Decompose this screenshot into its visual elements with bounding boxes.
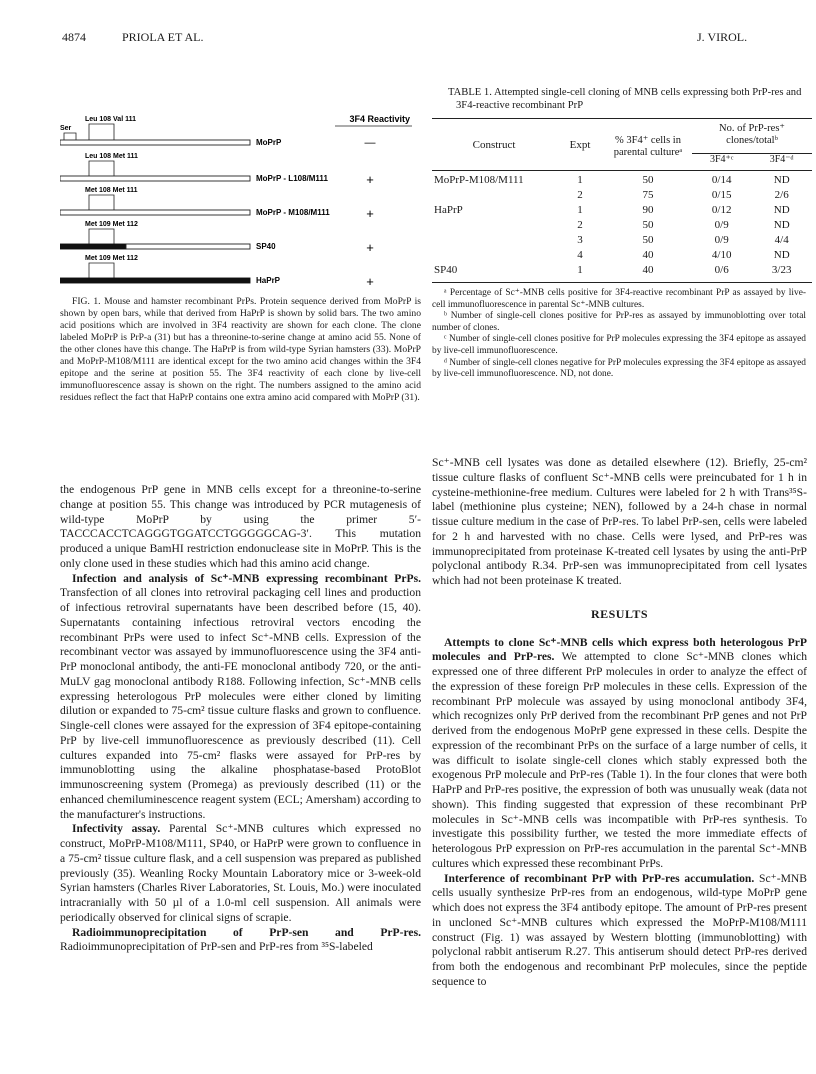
sp40-solid-segment <box>60 244 126 249</box>
clone-name-sp40: SP40 <box>256 242 276 251</box>
residue-label-leu108-met111: Leu 108 Met 111 <box>85 153 138 160</box>
reactivity-moprp-l108-m111: + <box>366 172 374 187</box>
reactivity-haprp: + <box>366 274 374 289</box>
clone-name-moprp-l108-m111: MoPrP - L108/M111 <box>256 174 328 183</box>
table-1-title: TABLE 1. Attempted single-cell cloning of MNB cells expressing both PrP-res and 3F4-reactive recombinant PrP <box>448 87 802 111</box>
table-row: 2 50 0/9 ND <box>577 219 790 231</box>
clone-moprp <box>60 116 376 149</box>
reactivity-heading: 3F4 Reactivity <box>349 114 410 124</box>
running-authors: PRIOLA ET AL. <box>122 30 204 44</box>
col-3f4-pos: 3F4⁺ᶜ <box>692 154 751 171</box>
moprp-m108-open-bar <box>60 210 250 215</box>
table-1 <box>432 86 816 381</box>
section-head-infectivity: Infectivity assay. <box>72 822 161 836</box>
col-pct-3f4: % 3F4⁺ cells in parental cultureᵃ <box>604 119 692 171</box>
right-paragraph-1: Sc⁺-MNB cell lysates was done as detailed elsewhere (12). Briefly, 25-cm² tissue culture flasks of confluent Sc⁺-MNB cells were preincubated for 1 h in cysteine-methionine-free medium. Cultures were labeled for 2 h with Trans³⁵S-label (methionine plus cysteine; NEN), followed by a 24-h chase in normal tissue culture medium in the case of PrP-res. To label PrP-sen, cells were labeled for 2 h and harvested with no chase. Cells were lysed, and PrP-res was immunoprecipitated from proteinase K-treated cell lysates by using the anti-PrP polyclonal antibody R.34. PrP-sen was immunoprecipitated from cell lysates which had not been proteinase K treated. <box>432 456 807 587</box>
table-row: 3 50 0/9 4/4 <box>577 234 789 246</box>
col-expt: Expt <box>556 119 604 171</box>
footnote-d: ᵈ Number of single-cell clones negative for PrP molecules expressing the 3F4 epitope as assayed by live-cell immunofluorescence. ND, not done. <box>432 357 806 380</box>
table-1-footnotes <box>432 288 806 381</box>
section-head-infection: Infection and analysis of Sc⁺-MNB expressing recombinant PrPs. <box>72 571 421 585</box>
section-head-attempts: Attempts to clone Sc⁺-MNB cells which express both heterologous PrP molecules and PrP-res. <box>432 635 807 664</box>
table-row: 2 75 0/15 2/6 <box>577 189 789 201</box>
right-paragraph-3: Sc⁺-MNB cells usually synthesize PrP-res from an endogenous, wild-type MoPrP gene which does not express the 3F4 antibody epitope. The amount of PrP-res present in uncloned Sc⁺-MNB cultures which expressed the MoPrP-M108/M111 construct (Fig. 1) was assayed by Western blotting (immunoblotting) with polyclonal rabbit antiserum R.27. This antiserum should detect PrP-res derived from both the endogenous and recombinant PrP molecules, since the peptide sequence to <box>432 871 807 988</box>
residue-label-met109-met112-haprp: Met 109 Met 112 <box>85 255 138 262</box>
clone-name-moprp: MoPrP <box>256 138 282 147</box>
footnote-a: ᵃ Percentage of Sc⁺-MNB cells positive for 3F4-reactive recombinant PrP as assayed by live-cell immunofluorescence in parental Sc⁺-MNB cultures. <box>432 288 806 310</box>
figure-1-caption: FIG. 1. Mouse and hamster recombinant PrPs. Protein sequence derived from MoPrP is shown by open bars, while that derived from HaPrP is shown by solid bars. The two amino acid positions which are involved in 3F4 reactivity are shown for each clone. The clone labeled MoPrP is PrP-a (31) but has a threonine-to-serine change at amino acid 55. None of the other clones have this change. The HaPrP is from wild-type Syrian hamsters (33). MoPrP and MoPrP-M108/M111 are identical except for the two amino acid changes within the 3F4 epitope and the serine at position 55. The 3F4 reactivity of each clone by live-cell immunofluorescence assay is shown on the right. The numbers assigned to the amino acid residues reflect the fact that HaPrP contains one extra amino acid compared with MoPrP (31). <box>60 296 421 403</box>
sp40-open-segment <box>126 244 250 249</box>
right-column-text <box>432 456 807 990</box>
right-paragraph-2: We attempted to clone Sc⁺-MNB clones which expressed one of three different PrP molecules in order to analyze the effect of the expression of these foreign PrP molecules in these cells. Expression of the recombinant PrP molecule was assayed by using monoclonal antibody 3F4, which recognizes only PrP derived from the recombinant PrP genes and not PrP derived from the endogenous MoPrP gene expressed in these cells. Despite the expression of the recombinant PrPs on the surface of a large number of cells, it was difficult to isolate single-cell clones which stably expressed both the exogenous PrP molecule and PrP-res (Table 1). In the four clones that were both HaPrP and PrP-res positive, the expression of both was unusually weak (data not shown). This finding suggested that expression of these recombinant PrP molecules in Sc⁺-MNB cells was incompatible with PrP-res synthesis. To investigate this possibility further, we tested the more immediate effects of heterologous PrP expression on PrP-res accumulation in the parental Sc⁺-MNB cultures which expressed these recombinant PrPs. <box>432 650 807 870</box>
table-row: HaPrP 1 90 0/12 ND <box>434 204 790 216</box>
col-construct: Construct <box>432 119 556 171</box>
footnote-c: ᶜ Number of single-cell clones positive for PrP molecules expressing the 3F4 epitope as assayed by live-cell immunofluorescence. <box>432 334 806 356</box>
table-row: SP40 1 40 0/6 3/23 <box>432 264 812 283</box>
results-heading: RESULTS <box>590 606 649 621</box>
clone-sp40 <box>60 221 374 255</box>
clone-name-haprp: HaPrP <box>256 276 281 285</box>
clone-name-moprp-m108-m111: MoPrP - M108/M111 <box>256 208 330 217</box>
reactivity-moprp-m108-m111: + <box>366 206 374 221</box>
col-3f4-neg: 3F4⁻ᵈ <box>751 154 812 171</box>
section-head-radioimmuno: Radioimmunoprecipitation of PrP-sen and PrP-res. <box>72 925 421 939</box>
left-paragraph-1: the endogenous PrP gene in MNB cells except for a threonine-to-serine change at position 55. This change was introduced by PCR mutagenesis of wild-type MoPrP by using the primer 5′-TACCCACCTCAGGGTGGATCCTGGGGGCAG-3′. This mutation produced a unique BamHI restriction endonuclease site in MoPrP. This is the only clone used in these studies which had this amino acid change. <box>60 483 421 570</box>
col-group-prp-res: No. of PrP-res⁺ clones/totalᵇ <box>692 119 812 154</box>
moprp-l108-open-bar <box>60 176 250 181</box>
table-row: MoPrP-M108/M111 1 50 0/14 ND <box>434 174 790 186</box>
haprp-solid-bar <box>60 278 250 283</box>
residue-label-met108-met111: Met 108 Met 111 <box>85 187 138 194</box>
table-row: 4 40 4/10 ND <box>577 249 790 261</box>
left-column-text <box>60 483 421 955</box>
section-head-interference: Interference of recombinant PrP with PrP-res accumulation. <box>444 871 755 885</box>
footnote-b: ᵇ Number of single-cell clones positive for PrP-res as assayed by immunoblotting over total number of clones. <box>432 311 806 333</box>
clone-moprp-m108-m111 <box>60 187 374 221</box>
left-paragraph-3: Parental Sc⁺-MNB cultures which expressed no construct, MoPrP-M108/M111, SP40, or HaPrP were grown to confluence in a 75-cm² tissue culture flask, and a cell suspension was prepared as published previously (35). Weanling Rocky Mountain Laboratory mice or 3-week-old Syrian hamsters (Charles River Laboratories, St. Louis, Mo.) were inoculated intracranially with 50 µl of a 1.0-ml cell suspension. All animals were periodically observed for clinical signs of scrapie. <box>60 822 421 924</box>
left-paragraph-2: Transfection of all clones into retroviral packaging cell lines and production of infectious retroviral supernatants have been described before (15, 40). Supernatants containing infectious retroviral vectors encoding the recombinant PrPs were used to infect Sc⁺-MNB cells. Expression of the recombinant vector was assayed by immunofluorescence using the 3F4 anti-PrP monoclonal antibody, the anti-FE monoclonal antibody 720, or the anti-MuLV gag monoclonal antibody R188. Following infection, Sc⁺-MNB cells expressing heterologous PrP molecules were either cloned by limiting dilution or expanded to 75-cm² tissue culture flasks and grown to confluence. Single-cell clones were assayed for the expression of 3F4 epitope-containing PrP by live-cell immunofluorescence as previously described (11). Cell cultures expanded into 75-cm² flasks were assayed for PrP-res by immunoblotting using the alkaline phosphatase-based ProtoBlot immunoscreening system (Promega) as previously described (11) or the enhanced chemiluminescence reagent system (ECL; Amersham) according to the manufacturer's instructions. <box>60 586 421 821</box>
left-paragraph-4: Radioimmunoprecipitation of PrP-sen and PrP-res from ³⁵S-labeled <box>60 940 373 954</box>
moprp-open-bar <box>60 140 250 145</box>
residue-label-ser: Ser <box>60 125 72 132</box>
running-journal: J. VIROL. <box>697 30 748 44</box>
clone-moprp-l108-m111 <box>60 153 374 187</box>
residue-label-leu108-val111: Leu 108 Val 111 <box>85 116 136 123</box>
reactivity-sp40: + <box>366 240 374 255</box>
clone-haprp <box>60 255 374 289</box>
page-number: 4874 <box>62 30 86 44</box>
residue-label-met109-met112-sp40: Met 109 Met 112 <box>85 221 138 228</box>
reactivity-moprp: — <box>364 137 376 149</box>
figure-1-diagram <box>60 108 420 293</box>
